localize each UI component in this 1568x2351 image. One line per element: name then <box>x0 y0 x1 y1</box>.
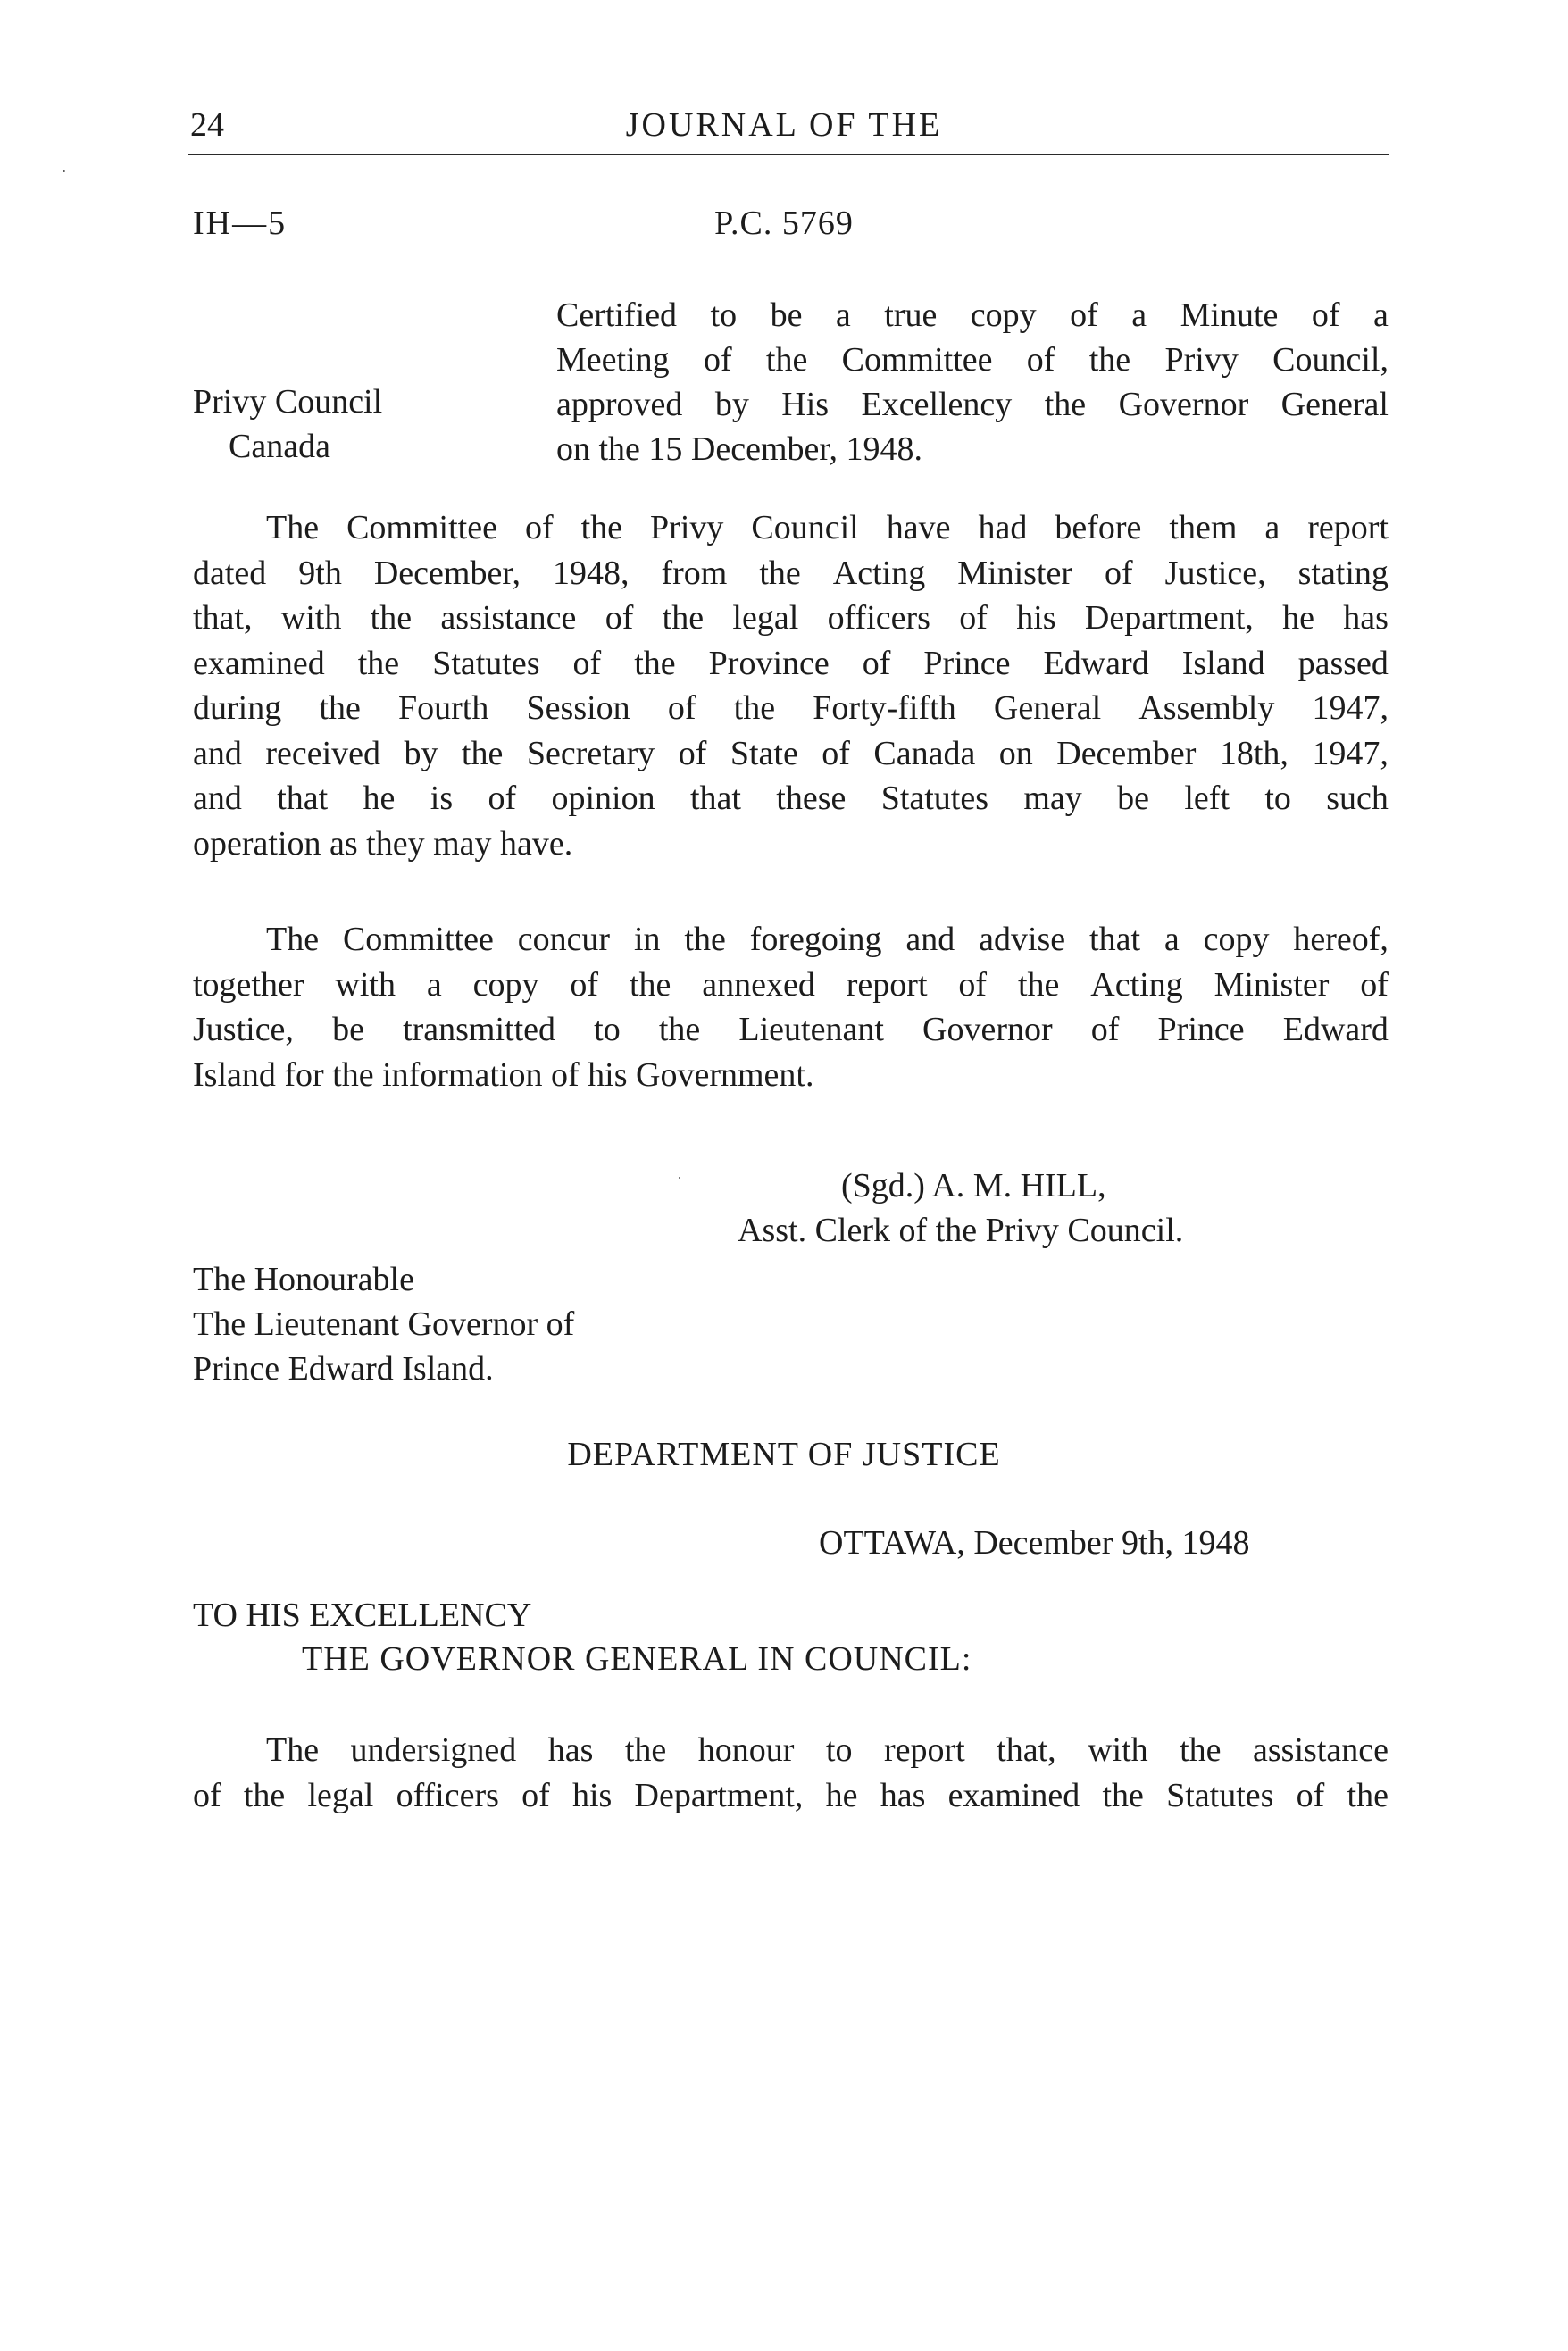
word: a <box>835 296 851 334</box>
word: of <box>572 644 602 682</box>
word: to <box>594 1011 621 1048</box>
word: Forty-fifth <box>813 689 956 727</box>
running-head: JOURNAL OF THE <box>625 106 943 144</box>
paragraph-undersigned-report <box>193 1728 1389 1818</box>
word: to <box>1264 779 1291 817</box>
word: of <box>1105 554 1133 592</box>
paragraph-line <box>193 917 1389 963</box>
paragraph-line <box>193 731 1389 777</box>
word: has <box>1343 599 1389 637</box>
word: transmitted <box>403 1011 556 1048</box>
word: is <box>430 779 454 817</box>
word: the <box>319 689 361 727</box>
certification-line <box>556 338 1389 382</box>
word: before <box>1055 509 1142 546</box>
word: a <box>426 965 442 1004</box>
word: assistance <box>440 599 577 637</box>
word: he <box>825 1776 858 1814</box>
word: of <box>1070 296 1098 334</box>
word: the <box>658 1011 701 1048</box>
word: on <box>998 734 1033 772</box>
department-heading: DEPARTMENT OF JUSTICE <box>567 1436 1001 1473</box>
word: and <box>193 779 242 817</box>
word: honour <box>697 1731 795 1769</box>
certification-block <box>556 293 1389 471</box>
addressee-line: The Lieutenant Governor of <box>193 1305 575 1343</box>
word: a <box>1163 921 1180 958</box>
word: had <box>978 509 1028 546</box>
word: have <box>886 509 951 546</box>
pc-number: P.C. 5769 <box>714 204 854 242</box>
word: has <box>880 1776 926 1814</box>
word: of <box>1311 296 1340 334</box>
word: Lieutenant <box>738 1011 884 1048</box>
addressee-block <box>193 1257 574 1391</box>
word: copy <box>472 965 539 1004</box>
word: legal <box>732 599 799 637</box>
salutation-line-2: THE GOVERNOR GENERAL IN COUNCIL: <box>302 1640 972 1678</box>
word: assistance <box>1253 1731 1389 1769</box>
word: examined <box>947 1776 1080 1814</box>
signature-title: Asst. Clerk of the Privy Council. <box>738 1212 1184 1249</box>
word: Prince <box>1157 1011 1245 1048</box>
word: the <box>357 644 400 682</box>
word: hereof, <box>1293 921 1389 958</box>
word: report <box>883 1731 965 1769</box>
word: Minister <box>957 554 1072 592</box>
print-speck <box>679 1177 680 1179</box>
word: foregoing <box>749 921 882 958</box>
word: the <box>733 689 776 727</box>
word: received <box>265 734 381 772</box>
signature-name: (Sgd.) A. M. HILL, <box>841 1167 1106 1205</box>
word: of <box>822 734 850 772</box>
word: of <box>570 965 599 1004</box>
word: report <box>846 965 928 1004</box>
word: he <box>363 779 396 817</box>
word: his <box>1016 599 1056 637</box>
word: by <box>404 734 438 772</box>
certification-line: on the 15 December, 1948. <box>556 430 923 468</box>
paragraph-line <box>193 1007 1389 1053</box>
word: the <box>580 509 623 546</box>
word: during <box>193 689 282 727</box>
word: legal <box>307 1776 374 1814</box>
paragraph-line <box>193 1728 1389 1773</box>
word: concur <box>517 921 611 958</box>
word: Province <box>708 644 830 682</box>
word: of <box>605 599 634 637</box>
word: with <box>1088 1731 1148 1769</box>
word: he <box>1282 599 1314 637</box>
word: of <box>521 1776 550 1814</box>
word: a <box>1131 296 1147 334</box>
word: a <box>1264 509 1280 546</box>
header-rule <box>188 154 1389 155</box>
word: that <box>1089 921 1141 958</box>
word: to <box>710 296 738 334</box>
addressee-line: Prince Edward Island. <box>193 1350 494 1388</box>
word: Minister <box>1214 965 1330 1004</box>
word: these <box>776 779 847 817</box>
word: of <box>524 509 554 546</box>
word: the <box>370 599 413 637</box>
word: together <box>193 965 304 1004</box>
word: the <box>662 599 705 637</box>
word: of <box>667 689 696 727</box>
word: in <box>633 921 661 958</box>
paragraph-line <box>193 551 1389 596</box>
word: approved <box>556 386 683 423</box>
word: of <box>1296 1776 1325 1814</box>
word: that, <box>193 599 253 637</box>
addressee-line: The Honourable <box>193 1261 414 1298</box>
word: be <box>1117 779 1150 817</box>
word: true <box>884 296 938 334</box>
paragraph-committee-concur <box>193 917 1389 1097</box>
side-label-canada: Canada <box>229 428 330 465</box>
word: that <box>277 779 329 817</box>
word: State <box>730 734 798 772</box>
word: of <box>703 341 732 379</box>
word: 18th, <box>1219 734 1289 772</box>
word: opinion <box>551 779 655 817</box>
word: Assembly <box>1138 689 1275 727</box>
word: 1947, <box>1312 734 1389 772</box>
word: Edward <box>1043 644 1149 682</box>
word: Committee <box>342 921 494 958</box>
word: Department, <box>1084 599 1254 637</box>
word: 1947, <box>1312 689 1389 727</box>
word: officers <box>827 599 930 637</box>
word: of <box>862 644 891 682</box>
word: of <box>959 599 988 637</box>
word: the <box>1180 1731 1222 1769</box>
word: the <box>624 1731 667 1769</box>
word: be <box>332 1011 364 1048</box>
word: stating <box>1297 554 1389 592</box>
word: passed <box>1297 644 1389 682</box>
word: the <box>1347 1776 1389 1814</box>
word: Council, <box>1272 341 1389 379</box>
word: be <box>770 296 803 334</box>
word: Edward <box>1282 1011 1389 1048</box>
word: Justice, <box>1164 554 1266 592</box>
word: of <box>958 965 988 1004</box>
word: the <box>684 921 726 958</box>
word: copy <box>1203 921 1270 958</box>
word: left <box>1184 779 1230 817</box>
word: The <box>266 1731 320 1769</box>
word: them <box>1169 509 1238 546</box>
word: Department, <box>634 1776 804 1814</box>
paragraph-line <box>193 776 1389 821</box>
paragraph-line <box>193 596 1389 641</box>
word: has <box>547 1731 594 1769</box>
paragraph-line <box>193 963 1389 1008</box>
paragraph-line <box>193 505 1389 551</box>
paragraph-line <box>193 686 1389 731</box>
word: Privy <box>1164 341 1239 379</box>
word: that, <box>997 1731 1056 1769</box>
word: Privy <box>650 509 724 546</box>
word: the <box>765 341 808 379</box>
word: of <box>1026 341 1055 379</box>
word: the <box>1102 1776 1144 1814</box>
word: The <box>266 921 320 958</box>
word: General <box>1280 386 1389 423</box>
certification-line <box>556 382 1389 427</box>
word: Session <box>526 689 630 727</box>
word: 1948, <box>552 554 630 592</box>
word: with <box>280 599 342 637</box>
word: to <box>825 1731 853 1769</box>
word: Statutes <box>432 644 540 682</box>
word: annexed <box>702 965 815 1004</box>
word: Justice, <box>193 1011 294 1048</box>
word: December, <box>373 554 521 592</box>
word: of <box>1090 1011 1120 1048</box>
word: by <box>714 386 749 423</box>
paragraph-line <box>193 641 1389 687</box>
word: with <box>335 965 396 1004</box>
word: undersigned <box>350 1731 517 1769</box>
word: Acting <box>1090 965 1183 1004</box>
word: the <box>759 554 801 592</box>
word: Prince <box>923 644 1011 682</box>
page-number: 24 <box>190 106 224 144</box>
word: Excellency <box>861 386 1013 423</box>
word: copy <box>970 296 1037 334</box>
paragraph-committee-report <box>193 505 1389 866</box>
salutation-line-1: TO HIS EXCELLENCY <box>193 1597 532 1634</box>
print-speck <box>63 170 65 172</box>
word: and <box>905 921 955 958</box>
word: such <box>1326 779 1389 817</box>
place-date: OTTAWA, December 9th, 1948 <box>819 1524 1250 1562</box>
word: the <box>461 734 504 772</box>
word: The <box>266 509 320 546</box>
word: may <box>1023 779 1082 817</box>
word: and <box>193 734 242 772</box>
word: Statutes <box>880 779 989 817</box>
paragraph-line <box>193 1773 1389 1819</box>
word: Committee <box>841 341 993 379</box>
word: the <box>629 965 671 1004</box>
word: His <box>781 386 830 423</box>
word: Secretary <box>526 734 655 772</box>
word: Acting <box>832 554 926 592</box>
word: Council <box>751 509 859 546</box>
paragraph-line: Island for the information of his Government. <box>193 1055 814 1094</box>
word: his <box>571 1776 613 1814</box>
word: advise <box>979 921 1066 958</box>
word: that <box>689 779 741 817</box>
word: dated <box>193 554 267 592</box>
word: from <box>661 554 728 592</box>
word: Certified <box>556 296 678 334</box>
word: the <box>1044 386 1087 423</box>
word: Fourth <box>398 689 489 727</box>
word: the <box>1017 965 1060 1004</box>
word: Canada <box>873 734 976 772</box>
certification-line <box>556 293 1389 338</box>
word: Island <box>1181 644 1265 682</box>
word: the <box>634 644 676 682</box>
word: Meeting <box>556 341 670 379</box>
word: the <box>243 1776 286 1814</box>
word: General <box>993 689 1102 727</box>
word: Committee <box>346 509 497 546</box>
word: Governor <box>922 1011 1053 1048</box>
word: examined <box>193 644 325 682</box>
word: a <box>1372 296 1389 334</box>
reference-code: IH—5 <box>193 204 288 242</box>
word: report <box>1307 509 1389 546</box>
word: the <box>1088 341 1131 379</box>
word: 9th <box>298 554 342 592</box>
paragraph-line: operation as they may have. <box>193 824 573 863</box>
word: of <box>678 734 707 772</box>
word: December <box>1056 734 1197 772</box>
word: officers <box>396 1776 499 1814</box>
word: Minute <box>1180 296 1279 334</box>
word: Governor <box>1118 386 1249 423</box>
word: of <box>1360 965 1389 1004</box>
word: Statutes <box>1166 1776 1274 1814</box>
word: of <box>193 1776 221 1814</box>
word: of <box>488 779 517 817</box>
side-label-privy-council: Privy Council <box>193 383 383 421</box>
